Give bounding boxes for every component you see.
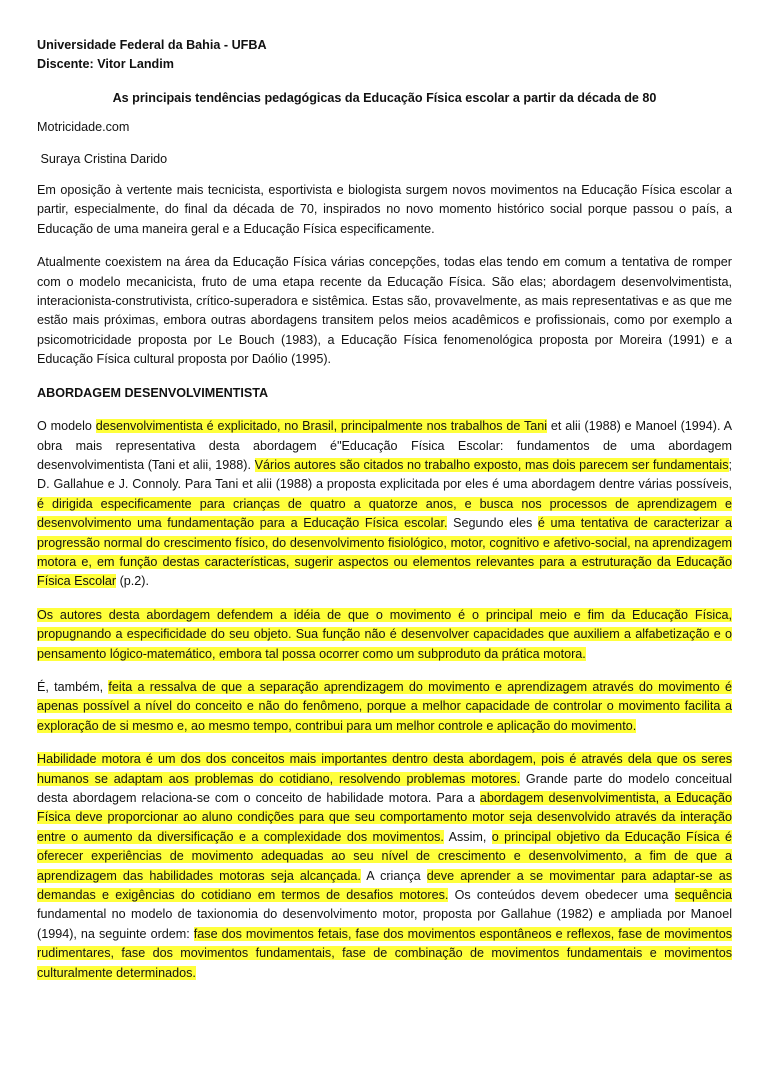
text-run: Assim, (443, 829, 492, 844)
highlighted-text: o principal objetivo da Educação Física é oferecer experiências de movimento adequadas ao seu nível de crescimento e desenvolvimento, a fim de que a aprendizagem das habilidades motoras seja alcançada. (37, 829, 733, 883)
intro-paragraph-2: Atualmente coexistem na área da Educação Física várias concepções, todas elas tendo em comum a tentativa de romper com o modelo mecanicista, fruto de uma etapa recente da Educação Física. São elas; abordagem desenvolvimentista, interacionista-construtivista, crítico-superadora e sistêmica. Estas são, provavelmente, as mais representativas e as que me estão mais próximas, embora outras abordagens transitem pelos meios acadêmicos e profissionais, como por exemplo a psicomotricidade proposta por Le Bouch (1983), a Educação Física fenomenológica proposta por Moreira (1991) e a Educação Física cultural proposta por Daólio (1995). (37, 255, 732, 367)
highlighted-text: abordagem desenvolvimentista, a Educação Física deve proporcionar ao aluno condições para que seu comportamento motor seja desenvolvido através da interação entre o aumento da diversificação e a complexidade dos movimentos. (37, 791, 732, 844)
university-name: Universidade Federal da Bahia - UFBA (37, 38, 267, 52)
highlighted-text: feita a ressalva de que a separação aprendizagem do movimento e aprendizagem através do movimento é apenas possível a nível do conceito e não do fenômeno, porque a melhor capacidade de controlar o movimento facilita a exploração de si mesmo e, ao mesmo tempo, contribui para um melhor controle e aplicação do movimento. (37, 679, 733, 733)
student-name: Discente: Vitor Landim (37, 57, 174, 72)
body-paragraph-3 (37, 678, 732, 736)
source-site: Motricidade.com (37, 120, 130, 135)
author-name: Suraya Cristina Darido (37, 151, 168, 166)
text-run: Segundo eles (447, 516, 538, 531)
section-heading: ABORDAGEM DESENVOLVIMENTISTA (37, 385, 269, 400)
highlighted-text: é dirigida especificamente para crianças de quatro a quatorze anos, e busca nos processos de aprendizagem e desenvolvimento uma fundamentação para a Educação Física escolar. (37, 496, 732, 531)
highlighted-text: fase dos movimentos fetais, fase dos movimentos espontâneos e reflexos, fase de movimentos rudimentares, fase dos movimentos fundamentais, fase de combinação de movimentos fundamentais e movimentos culturalmente determinados. (37, 926, 733, 980)
text-run: É, também, (37, 679, 109, 694)
text-run: et alii (1988) e Manoel (1994). A obra mais representativa desta abordagem é"Educação Física Escolar: fundamentos de uma abordagem desenvolvimentista (Tani et alii, 1988). (37, 419, 732, 472)
document-title: As principais tendências pedagógicas da Educação Física escolar a partir da década de 80 (112, 90, 657, 105)
highlighted-text: desenvolvimentista é explicitado, no Brasil, principalmente nos trabalhos de Tani (95, 419, 548, 434)
body-paragraph-4 (37, 750, 732, 983)
text-run: Os conteúdos devem obedecer uma (448, 888, 675, 903)
highlighted-text: sequência (674, 888, 732, 903)
text-run: O modelo (37, 419, 96, 434)
document-page (37, 36, 732, 997)
highlighted-text: Os autores desta abordagem defendem a idéia de que o movimento é o principal meio e fim da Educação Física, propugnando a especificidade do seu objeto. Sua função não é desenvolver capacidades que auxiliem a alfabetização e o pensamento lógico-matemático, embora tal possa ocorrer como um subproduto da prática motora. (37, 607, 732, 661)
highlighted-text: Habilidade motora é um dos dos conceitos mais importantes dentro desta abordagem, pois é através dela que os seres humanos se adaptam aos problemas do cotidiano, resolvendo problemas motores. (37, 752, 732, 786)
highlighted-text: deve aprender a se movimentar para adaptar-se as demandas e exigências do cotidiano em termos de desafios motores. (37, 868, 733, 903)
highlighted-text: Vários autores são citados no trabalho exposto, mas dois parecem ser fundamentais (254, 457, 729, 472)
text-run: ; D. Gallahue e J. Connoly. Para Tani et alii (1988) a proposta explicitada por eles é uma abordagem dentre várias possíveis, (37, 457, 732, 492)
body-paragraph-1 (37, 417, 732, 592)
text-run: Grande parte do modelo conceitual desta abordagem relaciona-se com o conceito de habilidade motora. Para a (37, 771, 732, 805)
body-paragraph-2 (37, 606, 732, 664)
text-run: fundamental no modelo de taxionomia do desenvolvimento motor, proposta por Gallahue (1982) e ampliada por Manoel (1994), na seguinte ordem: (37, 907, 732, 941)
intro-paragraph-1: Em oposição à vertente mais tecnicista, esportivista e biologista surgem novos movimentos na Educação Física escolar a partir, especialmente, do final da década de 70, inspirados no novo momento histórico social porque passou o país, a Educação de uma maneira geral e a Educação Física especificamente. (37, 183, 732, 236)
text-run: (p.2). (116, 574, 149, 589)
text-run: A criança (360, 868, 427, 883)
highlighted-text: é uma tentativa de caracterizar a progressão normal do crescimento físico, do desenvolvimento fisiológico, motor, cognitivo e afetivo-social, na aprendizagem motora e, em função destas características, sugerir aspectos ou elementos relevantes para a estruturação da Educação Física Escolar (37, 516, 732, 589)
